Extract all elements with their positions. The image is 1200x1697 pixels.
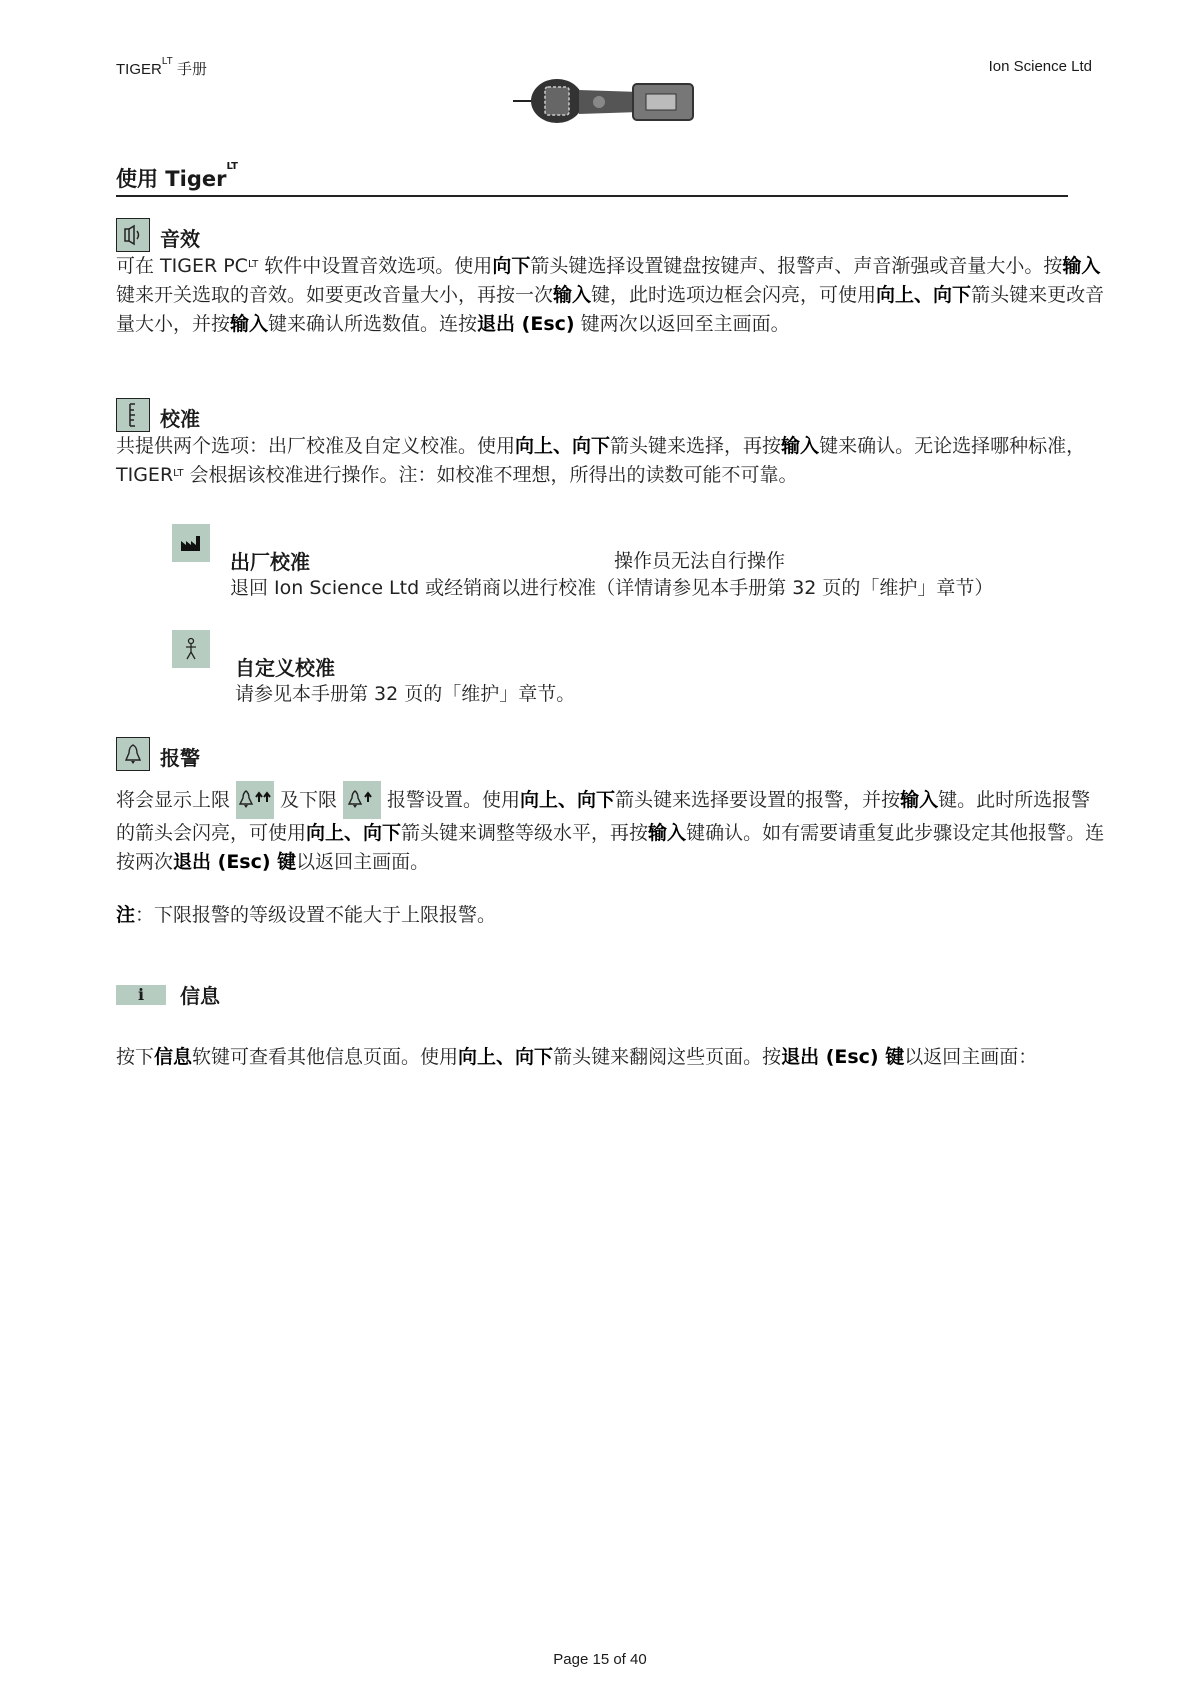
speaker-icon	[116, 218, 150, 252]
section-calibration	[116, 398, 1106, 490]
page-number: Page 15 of 40	[553, 1651, 647, 1668]
factory-title: 出厂校准	[230, 550, 310, 574]
tiger-device-image	[513, 78, 695, 126]
person-icon	[172, 630, 210, 668]
bell-icon	[116, 737, 150, 771]
factory-icon	[172, 524, 210, 562]
info-icon: i	[116, 985, 166, 1005]
factory-note: 操作员无法自行操作	[614, 550, 786, 572]
ruler-icon	[116, 398, 150, 432]
custom-desc: 请参见本手册第 32 页的「维护」章节。	[235, 683, 576, 705]
high-alarm-icon	[236, 781, 274, 819]
calibration-paragraph: 共提供两个选项：出厂校准及自定义校准。使用向上、向下箭头键来选择，再按输入键来确认。无论选择哪种标准，$TIGER^{LT}$ 会根据该校准进行操作。注：如校准不理想，所得出的读数可能不可靠。	[116, 435, 1086, 486]
section-heading: 信息	[180, 984, 220, 1008]
doc-name-sup: LT	[161, 56, 173, 67]
doc-name-suffix: 手册	[172, 61, 207, 78]
factory-desc: 退回 Ion Science Ltd 或经销商以进行校准（详情请参见本手册第 32 页的「维护」章节）	[230, 577, 994, 599]
section-heading: 音效	[160, 227, 200, 251]
section-info	[116, 980, 1106, 1072]
title-sup: LT	[226, 161, 239, 172]
header-left	[116, 58, 207, 79]
alarm-paragraph: 将会显示上限 及下限 报警设置。使用向上、向下箭头键来选择要设置的报警，并按输入键。此时所选报警的箭头会闪亮，可使用向上、向下箭头键来调整等级水平，再按输入键确认。如有需要请重复此步骤设定其他报警。连按两次退出 (Esc) 键以返回主画面。	[116, 781, 1106, 877]
section-sound	[116, 218, 1106, 339]
page-title	[116, 163, 1068, 197]
info-paragraph: 按下信息软键可查看其他信息页面。使用向上、向下箭头键来翻阅这些页面。按退出 (Esc) 键以返回主画面：	[116, 1046, 1038, 1068]
section-heading: 校准	[160, 407, 200, 431]
doc-name: TIGER	[116, 61, 162, 78]
custom-title: 自定义校准	[235, 656, 335, 680]
low-alarm-icon	[343, 781, 381, 819]
header-company: Ion Science Ltd	[988, 58, 1092, 75]
title-text: 使用 Tiger	[116, 167, 227, 191]
section-alarm	[116, 737, 1106, 930]
alarm-note: 注：下限报警的等级设置不能大于上限报警。	[116, 904, 497, 926]
section-heading: 报警	[160, 746, 200, 770]
sound-paragraph: 可在 TIGER $PC^{LT}$ 软件中设置音效选项。使用向下箭头键选择设置键盘按键声、报警声、声音渐强或音量大小。按输入键来开关选取的音效。如要更改音量大小，再按一次输入键，此时选项边框会闪亮，可使用向上、向下箭头键来更改音量大小，并按输入键来确认所选数值。连按退出 (Esc) 键两次以返回至主画面。	[116, 255, 1105, 335]
